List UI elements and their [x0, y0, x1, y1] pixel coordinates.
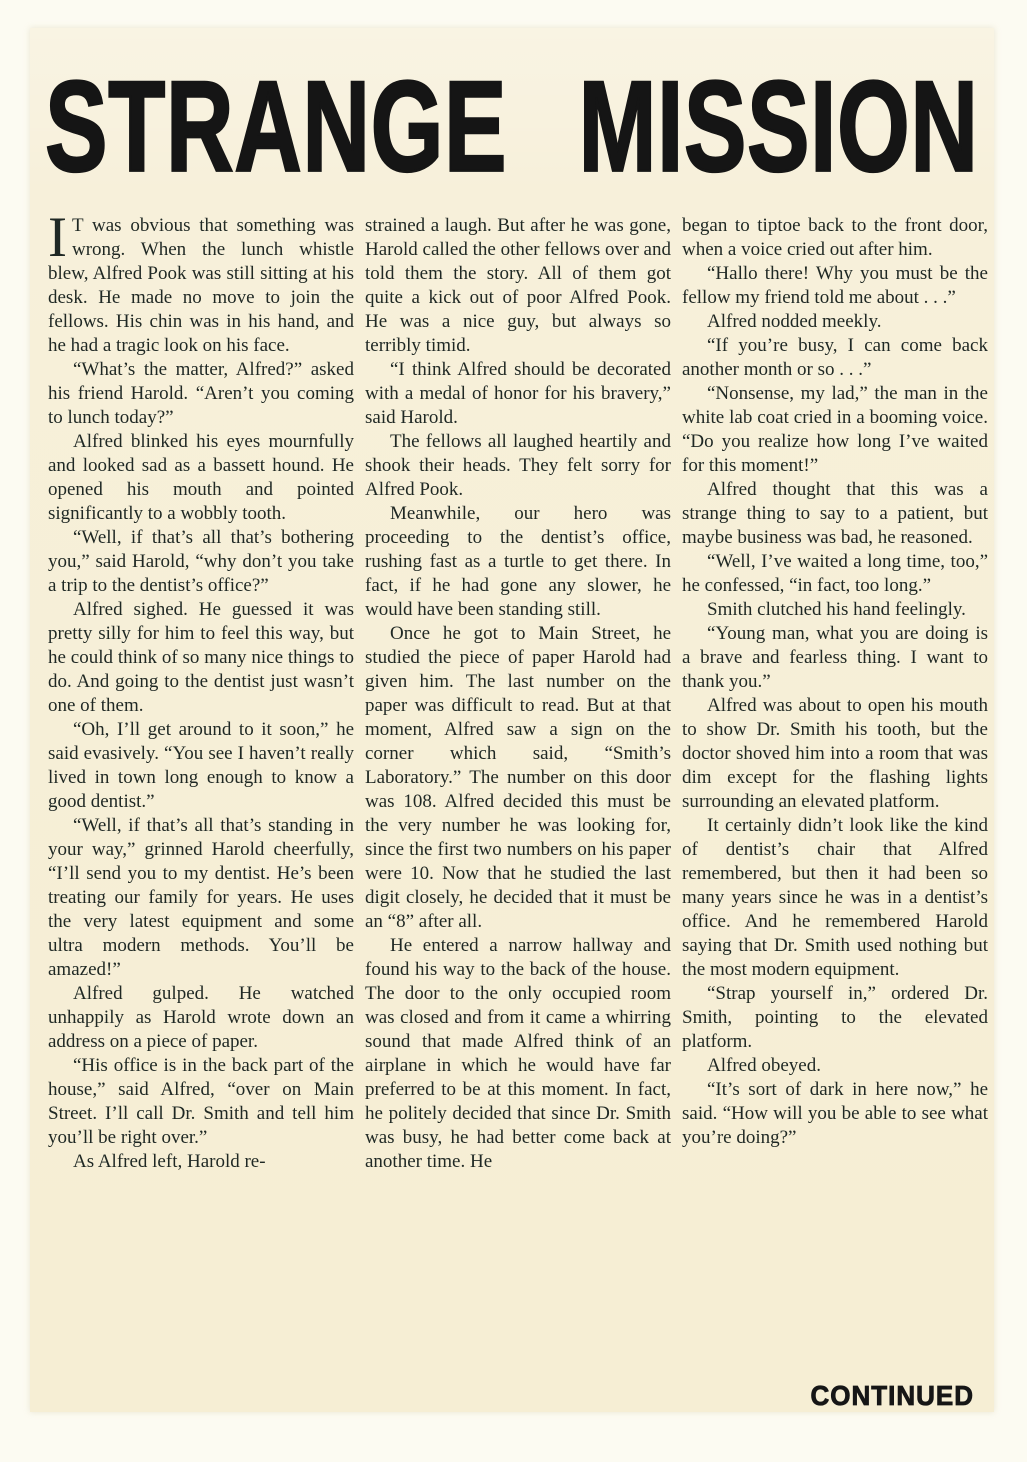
story-paragraph: Alfred blinked his eyes mournfully and looked sad as a bassett hound. He opened his mouth and pointed significantly to a wobbly tooth. — [48, 431, 354, 524]
story-paragraph: “Strap yourself in,” ordered Dr. Smith, pointing to the elevated platform. — [682, 983, 988, 1052]
story-paragraph: Alfred sighed. He guessed it was pretty silly for him to feel this way, but he could think of so many nice things to do. And going to the dentist just wasn’t one of them. — [48, 599, 354, 716]
story-paragraph: strained a laugh. But after he was gone, Harold called the other fellows over and told them the story. All of them got quite a kick out of poor Alfred Pook. He was a nice guy, but always so terribly timid. — [365, 215, 671, 356]
story-paragraph: Meanwhile, our hero was proceeding to the dentist’s office, rushing fast as a turtle to get there. In fact, if he had gone any slower, he would have been standing still. — [365, 503, 671, 620]
story-paragraph: Alfred gulped. He watched unhappily as Harold wrote down an address on a piece of paper. — [48, 983, 354, 1052]
story-paragraph: “Young man, what you are doing is a brave and fearless thing. I want to thank you.” — [682, 623, 988, 692]
story-paragraph: Smith clutched his hand feelingly. — [707, 599, 966, 620]
story-paragraph: “Well, if that’s all that’s standing in your way,” grinned Harold cheerfully, “I’ll send you to my dentist. He’s been treating our family for years. He uses the very latest equipment and some ultra modern methods. You’ll be amazed!” — [48, 815, 354, 980]
text-column-3 — [682, 214, 988, 1150]
story-paragraph: Alfred nodded meekly. — [707, 311, 882, 332]
story-paragraph: “Well, if that’s all that’s bothering you,” said Harold, “why don’t you take a trip to the dentist’s office?” — [48, 527, 354, 596]
story-paragraph: As Alfred left, Harold re- — [73, 1151, 266, 1172]
story-paragraph: “It’s sort of dark in here now,” he said. “How will you be able to see what you’re doing?” — [682, 1079, 988, 1148]
story-paragraph: “What’s the matter, Alfred?” asked his friend Harold. “Aren’t you coming to lunch today?” — [48, 359, 354, 428]
story-paragraph: “I think Alfred should be decorated with a medal of honor for his bravery,” said Harold. — [365, 359, 671, 428]
story-paragraph: “His office is in the back part of the house,” said Alfred, “over on Main Street. I’ll call Dr. Smith and tell him you’ll be right over.” — [48, 1055, 354, 1148]
story-paragraph: “Well, I’ve waited a long time, too,” he confessed, “in fact, too long.” — [682, 551, 988, 596]
story-paragraph: Alfred thought that this was a strange thing to say to a patient, but maybe business was bad, he reasoned. — [682, 479, 988, 548]
story-paragraph: “Nonsense, my lad,” the man in the white lab coat cried in a booming voice. “Do you realize how long I’ve waited for this moment!” — [682, 383, 988, 476]
story-paragraph: Alfred was about to open his mouth to show Dr. Smith his tooth, but the doctor shoved him into a room that was dim except for the flashing lights surrounding an elevated platform. — [682, 695, 988, 812]
story-paragraph: It certainly didn’t look like the kind of dentist’s chair that Alfred remembered, but then it had been so many years since he was in a dentist’s office. And he remembered Harold saying that Dr. Smith used nothing but the most modern equipment. — [682, 815, 988, 980]
story-paragraph: He entered a narrow hallway and found his way to the back of the house. The door to the only occupied room was closed and from it came a whirring sound that made Alfred think of an airplane in which he would have far preferred to be at this moment. In fact, he politely decided that since Dr. Smith was busy, he had better come back at another time. He — [365, 935, 671, 1172]
story-paragraph: Once he got to Main Street, he studied the piece of paper Harold had given him. The last number on the paper was difficult to read. But at that moment, Alfred saw a sign on the corner which said, “Smith’s Laboratory.” The number on this door was 108. Alfred decided this must be the very number he was looking for, since the first two numbers on his paper were 10. Now that he studied the last digit closely, he decided that it must be an “8” after all. — [365, 623, 671, 932]
continued-label: CONTINUED — [810, 1380, 974, 1412]
story-paragraph: “Oh, I’ll get around to it soon,” he said evasively. “You see I haven’t really lived in town long enough to know a good dentist.” — [48, 719, 354, 812]
text-column-2 — [365, 214, 671, 1174]
story-paragraph: I T was obvious that something was wrong. When the lunch whistle blew, Alfred Pook was still sitting at his desk. He made no move to join the fellows. His chin was in his hand, and he had a tragic look on his face. — [48, 206, 354, 356]
story-paragraph: “If you’re busy, I can come back another month or so . . .” — [682, 335, 988, 380]
text-column-1 — [48, 206, 354, 1174]
story-paragraph: The fellows all laughed heartily and shook their heads. They felt sorry for Alfred Pook. — [365, 431, 671, 500]
drop-cap: I — [48, 206, 67, 269]
story-paragraph: “Hallo there! Why you must be the fellow my friend told me about . . .” — [682, 263, 988, 308]
page-title: STRANGE MISSION — [45, 55, 979, 199]
story-paragraph: Alfred obeyed. — [707, 1055, 821, 1076]
paper — [30, 28, 994, 1412]
story-paragraph: began to tiptoe back to the front door, when a voice cried out after him. — [682, 215, 988, 260]
